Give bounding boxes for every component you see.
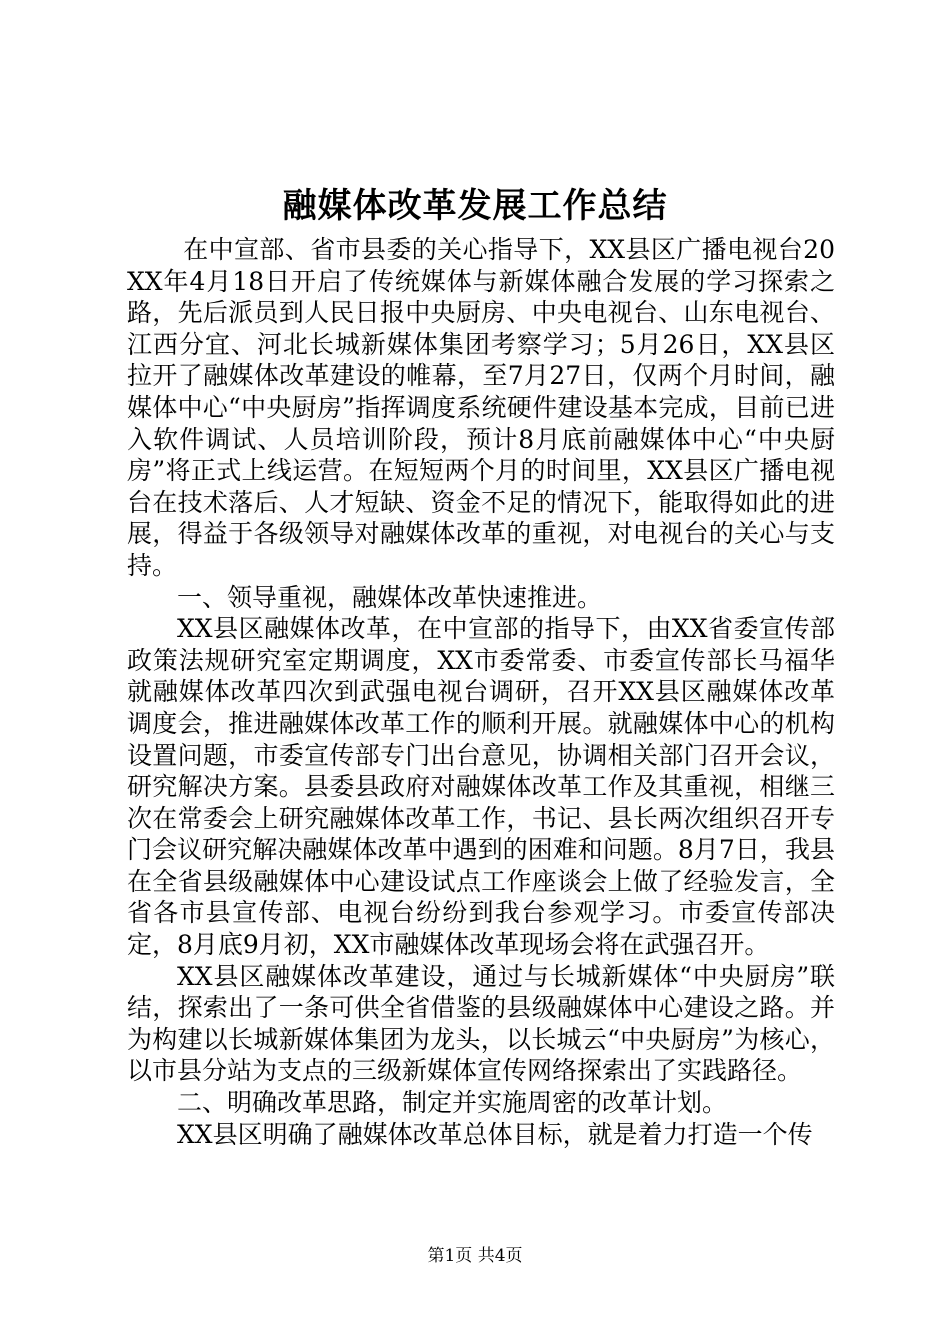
paragraph-network: XX县区融媒体改革建设，通过与长城新媒体“中央厨房”联结，探索出了一条可供全省借鉴的县级融媒体中心建设之路。并为构建以长城新媒体集团为龙头，以长城云“中央厨房”为核心，以市县分站为支点的三级新媒体宣传网络探索出了实践路径。 (127, 961, 835, 1086)
paragraph-goal: XX县区明确了融媒体改革总体目标，就是着力打造一个传 (177, 1119, 813, 1149)
paragraph-leadership: XX县区融媒体改革，在中宣部的指导下，由XX省委宣传部政策法规研究室定期调度，XX市委常委、市委宣传部长马福华就融媒体改革四次到武强电视台调研，召开XX县区融媒体改革调度会，推进融媒体改革工作的顺利开展。就融媒体中心的机构设置问题，市委宣传部专门出台意见，协调相关部门召开会议，研究解决方案。县委县政府对融媒体改革工作及其重视，相继三次在常委会上研究融媒体改革工作，书记、县长两次组织召开专门会议研究解决融媒体改革中遇到的困难和问题。8月7日，我县在全省县级融媒体中心建设试点工作座谈会上做了经验发言，全省各市县宣传部、电视台纷纷到我台参观学习。市委宣传部决定，8月底9月初，XX市融媒体改革现场会将在武强召开。 (127, 614, 835, 960)
document-body (127, 234, 835, 1150)
section-heading-1: 一、领导重视，融媒体改革快速推进。 (177, 582, 603, 612)
section-heading-2: 二、明确改革思路，制定并实施周密的改革计划。 (177, 1088, 728, 1118)
page-number-footer: 第1页 共4页 (427, 1246, 523, 1266)
document-title: 融媒体改革发展工作总结 (282, 186, 668, 226)
paragraph-intro: 在中宣部、省市县委的关心指导下，XX县区广播电视台20XX年4月18日开启了传统媒体与新媒体融合发展的学习探索之路，先后派员到人民日报中央厨房、中央电视台、山东电视台、江西分宜、河北长城新媒体集团考察学习；5月26日，XX县区拉开了融媒体改革建设的帷幕，至7月27日，仅两个月时间，融媒体中心“中央厨房”指挥调度系统硬件建设基本完成，目前已进入软件调试、人员培训阶段，预计8月底前融媒体中心“中央厨房”将正式上线运营。在短短两个月的时间里，XX县区广播电视台在技术落后、人才短缺、资金不足的情况下，能取得如此的进展，得益于各级领导对融媒体改革的重视，对电视台的关心与支持。 (127, 235, 835, 580)
